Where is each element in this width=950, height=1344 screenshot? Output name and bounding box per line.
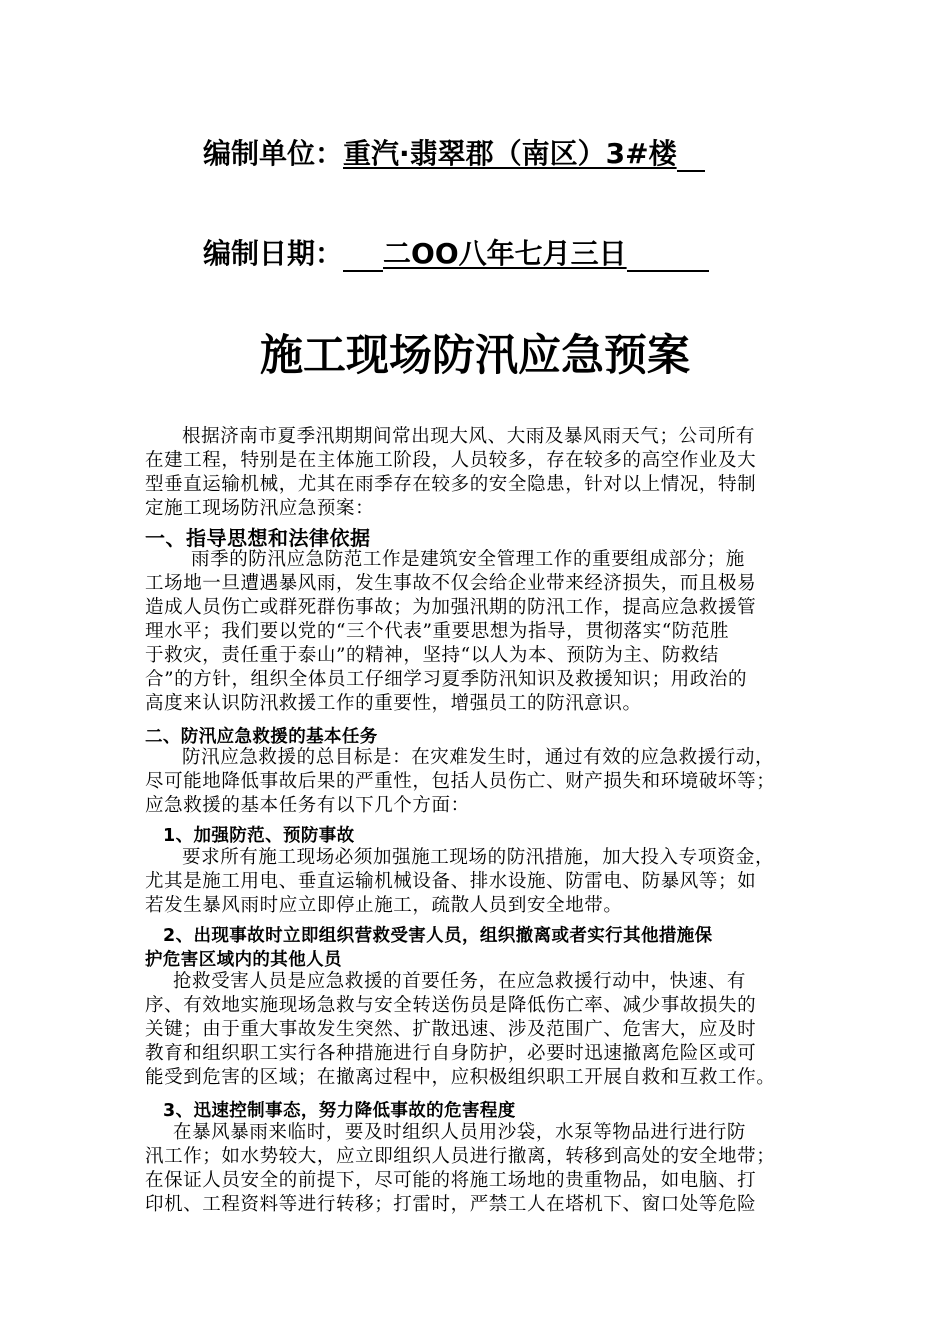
document-title: 施工现场防汛应急预案	[260, 331, 690, 381]
compile-unit-line	[203, 132, 705, 172]
unit-underline-blank	[677, 140, 705, 172]
date-underline-blank-left	[343, 240, 383, 272]
compile-date-line	[203, 232, 709, 272]
item2-line: 能受到危害的区域；在撤离过程中，应积极组织职工开展自救和互救工作。	[145, 1067, 776, 1088]
section1-line: 于救灾，责任重于泰山”的精神，坚持“以人为本、预防为主、防救结	[145, 645, 720, 666]
intro-line: 在建工程，特别是在主体施工阶段，人员较多，存在较多的高空作业及大	[145, 450, 757, 471]
section1-line: 高度来认识防汛救援工作的重要性，增强员工的防汛意识。	[145, 693, 642, 714]
section1-line: 理水平；我们要以党的“三个代表”重要思想为指导，贯彻落实“防范胜	[145, 621, 730, 642]
item2-heading-line: 2、出现事故时立即组织营救受害人员，组织撤离或者实行其他措施保	[163, 926, 713, 946]
section1-line: 合”的方针，组织全体员工仔细学习夏季防汛知识及救援知识；用政治的	[145, 669, 748, 690]
intro-paragraph	[145, 425, 817, 521]
item2-line: 序、有效地实施现场急救与安全转送伤员是降低伤亡率、减少事故损失的	[145, 995, 757, 1016]
item2-heading-line: 护危害区域内的其他人员	[145, 950, 342, 970]
item3-line: 在暴风暴雨来临时，要及时组织人员用沙袋，水泵等物品进行进行防	[173, 1122, 747, 1143]
intro-line: 根据济南市夏季汛期期间常出现大风、大雨及暴风雨天气；公司所有	[182, 426, 756, 447]
section1-line: 工场地一旦遭遇暴风雨，发生事故不仅会给企业带来经济损失，而且极易	[145, 573, 757, 594]
item2-line: 抢救受害人员是应急救援的首要任务，在应急救援行动中，快速、有	[173, 971, 747, 992]
item3-line: 汛工作；如水势较大，应立即组织人员进行撤离，转移到高处的安全地带；	[145, 1146, 776, 1167]
item1-line: 尤其是施工用电、垂直运输机械设备、排水设施、防雷电、防暴风等；如	[145, 871, 757, 892]
item1-line: 若发生暴风雨时应立即停止施工，疏散人员到安全地带。	[145, 895, 623, 916]
item1-line: 要求所有施工现场必须加强施工现场的防汛措施，加大投入专项资金，	[182, 847, 775, 868]
section1-line: 造成人员伤亡或群死群伤事故；为加强汛期的防汛工作，提高应急救援管	[145, 597, 757, 618]
section1-paragraph	[145, 548, 817, 716]
section2-line: 尽可能地降低事故后果的严重性，包括人员伤亡、财产损失和环境破坏等；	[145, 771, 776, 792]
intro-line: 型垂直运输机械，尤其在雨季存在较多的安全隐患，针对以上情况，特制	[145, 474, 757, 495]
section2-line: 防汛应急救援的总目标是：在灾难发生时，通过有效的应急救援行动，	[182, 747, 775, 768]
section2-heading: 二、防汛应急救援的基本任务	[145, 727, 378, 747]
item2-paragraph	[145, 970, 817, 1090]
item3-line: 在保证人员安全的前提下，尽可能的将施工场地的贵重物品，如电脑、打	[145, 1170, 757, 1191]
item2-line: 教育和组织职工实行各种措施进行自身防护，必要时迅速撤离危险区或可	[145, 1043, 757, 1064]
compile-unit-value: 重汽·翡翠郡（南区）3#楼	[343, 137, 677, 170]
date-underline-blank-right	[627, 240, 709, 272]
compile-date-label: 编制日期：	[203, 237, 344, 270]
compile-unit-label: 编制单位：	[203, 137, 344, 170]
section1-line: 雨季的防汛应急防范工作是建筑安全管理工作的重要组成部分；施	[191, 549, 745, 570]
item3-heading: 3、迅速控制事态，努力降低事故的危害程度	[163, 1101, 516, 1121]
section1-heading: 一、指导思想和法律依据	[145, 526, 371, 550]
item1-heading: 1、加强防范、预防事故	[163, 826, 355, 846]
intro-line: 定施工现场防汛应急预案：	[145, 498, 375, 519]
item3-line: 印机、工程资料等进行转移；打雷时，严禁工人在塔机下、窗口处等危险	[145, 1194, 757, 1215]
item2-line: 关键；由于重大事故发生突然、扩散迅速、涉及范围广、危害大，应及时	[145, 1019, 757, 1040]
item3-paragraph	[145, 1121, 817, 1217]
item1-paragraph	[145, 846, 817, 918]
section2-line: 应急救援的基本任务有以下几个方面：	[145, 795, 470, 816]
section2-paragraph	[145, 746, 817, 818]
compile-date-value: 二OO八年七月三日	[383, 237, 627, 270]
